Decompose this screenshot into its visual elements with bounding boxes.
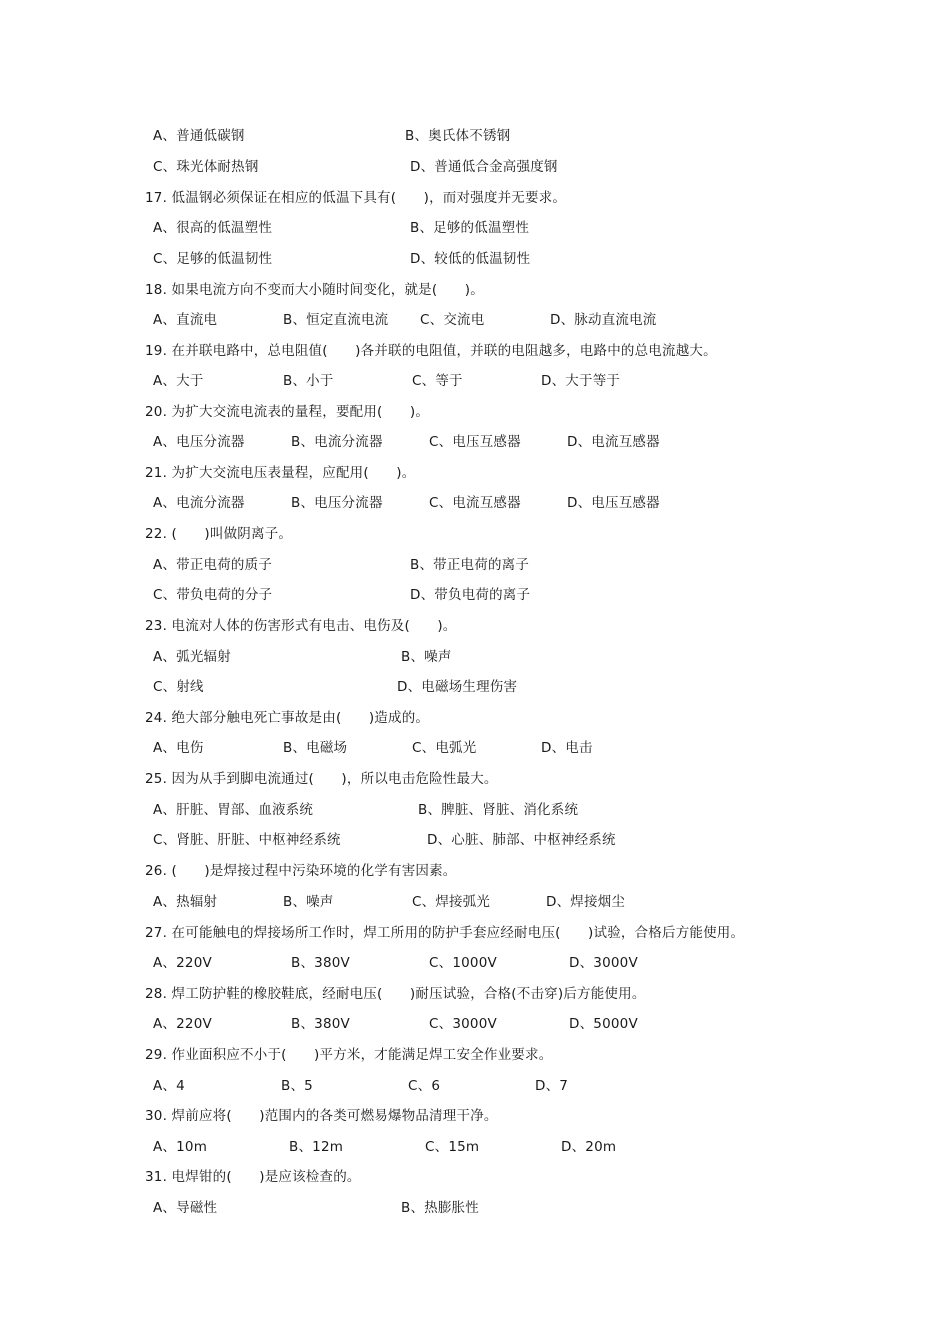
answer-option: D、电压互感器 (567, 495, 660, 511)
question-text: 20. 为扩大交流电流表的量程，要配用( )。 (145, 404, 430, 420)
answer-option: A、220V (153, 1016, 212, 1032)
question-text: 27. 在可能触电的焊接场所工作时，焊工所用的防护手套应经耐电压( )试验，合格后方能使用。 (145, 925, 745, 941)
question-text: 22. ( )叫做阴离子。 (145, 526, 293, 542)
question-text: 21. 为扩大交流电压表量程，应配用( )。 (145, 465, 416, 481)
answer-option: B、12m (289, 1139, 344, 1155)
answer-option: C、电流互感器 (429, 495, 521, 511)
answer-option: A、肝脏、胃部、血液系统 (153, 802, 314, 818)
answer-option: A、220V (153, 955, 212, 971)
answer-option: D、20m (561, 1139, 617, 1155)
answer-option: D、普通低合金高强度钢 (410, 159, 558, 175)
answer-option: A、大于 (153, 373, 204, 389)
answer-option: D、5000V (569, 1016, 638, 1032)
answer-option: A、电流分流器 (153, 495, 245, 511)
answer-option: C、等于 (412, 373, 463, 389)
answer-option: D、脉动直流电流 (550, 312, 657, 328)
answer-option: C、带负电荷的分子 (153, 587, 273, 603)
answer-option: C、焊接弧光 (412, 894, 491, 910)
question-text: 26. ( )是焊接过程中污染环境的化学有害因素。 (145, 863, 457, 879)
answer-option: C、交流电 (420, 312, 485, 328)
answer-option: D、心脏、肺部、中枢神经系统 (427, 832, 616, 848)
answer-option: B、380V (291, 955, 350, 971)
answer-option: C、肾脏、肝脏、中枢神经系统 (153, 832, 341, 848)
answer-option: D、电击 (541, 740, 593, 756)
answer-option: B、带正电荷的离子 (410, 557, 530, 573)
answer-option: A、4 (153, 1078, 185, 1094)
answer-option: C、6 (408, 1078, 441, 1094)
answer-option: A、电压分流器 (153, 434, 245, 450)
answer-option: B、噪声 (283, 894, 334, 910)
answer-option: C、电压互感器 (429, 434, 521, 450)
answer-option: D、较低的低温韧性 (410, 251, 531, 267)
answer-option: B、热膨胀性 (401, 1200, 479, 1216)
answer-option: B、电流分流器 (291, 434, 383, 450)
question-text: 25. 因为从手到脚电流通过( )，所以电击危险性最大。 (145, 771, 498, 787)
answer-option: A、导磁性 (153, 1200, 218, 1216)
question-text: 31. 电焊钳的( )是应该检查的。 (145, 1169, 361, 1185)
question-text: 18. 如果电流方向不变而大小随时间变化，就是( )。 (145, 282, 484, 298)
question-text: 23. 电流对人体的伤害形式有电击、电伤及( )。 (145, 618, 457, 634)
question-text: 19. 在并联电路中，总电阻值( )各并联的电阻值，并联的电阻越多，电路中的总电流越大。 (145, 343, 717, 359)
answer-option: A、直流电 (153, 312, 218, 328)
answer-option: D、大于等于 (541, 373, 621, 389)
answer-option: A、弧光辐射 (153, 649, 231, 665)
answer-option: B、恒定直流电流 (283, 312, 389, 328)
answer-option: D、带负电荷的离子 (410, 587, 531, 603)
answer-option: A、10m (153, 1139, 208, 1155)
answer-option: B、脾脏、肾脏、消化系统 (418, 802, 579, 818)
answer-option: A、电伤 (153, 740, 204, 756)
answer-option: D、焊接烟尘 (546, 894, 626, 910)
question-text: 30. 焊前应将( )范围内的各类可燃易爆物品清理干净。 (145, 1108, 498, 1124)
question-text: 28. 焊工防护鞋的橡胶鞋底，经耐电压( )耐压试验，合格(不击穿)后方能使用。 (145, 986, 646, 1002)
answer-option: A、很高的低温塑性 (153, 220, 273, 236)
answer-option: D、3000V (569, 955, 638, 971)
answer-option: D、电流互感器 (567, 434, 660, 450)
question-text: 17. 低温钢必须保证在相应的低温下具有( )，而对强度并无要求。 (145, 190, 567, 206)
answer-option: C、电弧光 (412, 740, 477, 756)
answer-option: B、奥氏体不锈钢 (405, 128, 511, 144)
answer-option: C、15m (425, 1139, 480, 1155)
answer-option: B、5 (281, 1078, 313, 1094)
question-text: 29. 作业面积应不小于( )平方米，才能满足焊工安全作业要求。 (145, 1047, 553, 1063)
answer-option: A、普通低碳钢 (153, 128, 245, 144)
answer-option: B、电磁场 (283, 740, 348, 756)
answer-option: A、带正电荷的质子 (153, 557, 273, 573)
answer-option: C、射线 (153, 679, 204, 695)
answer-option: C、1000V (429, 955, 497, 971)
answer-option: C、珠光体耐热钢 (153, 159, 259, 175)
answer-option: C、足够的低温韧性 (153, 251, 273, 267)
question-text: 24. 绝大部分触电死亡事故是由( )造成的。 (145, 710, 430, 726)
answer-option: C、3000V (429, 1016, 497, 1032)
answer-option: B、小于 (283, 373, 334, 389)
answer-option: B、噪声 (401, 649, 452, 665)
answer-option: B、电压分流器 (291, 495, 383, 511)
answer-option: D、电磁场生理伤害 (397, 679, 518, 695)
answer-option: A、热辐射 (153, 894, 218, 910)
answer-option: B、足够的低温塑性 (410, 220, 530, 236)
answer-option: D、7 (535, 1078, 569, 1094)
answer-option: B、380V (291, 1016, 350, 1032)
